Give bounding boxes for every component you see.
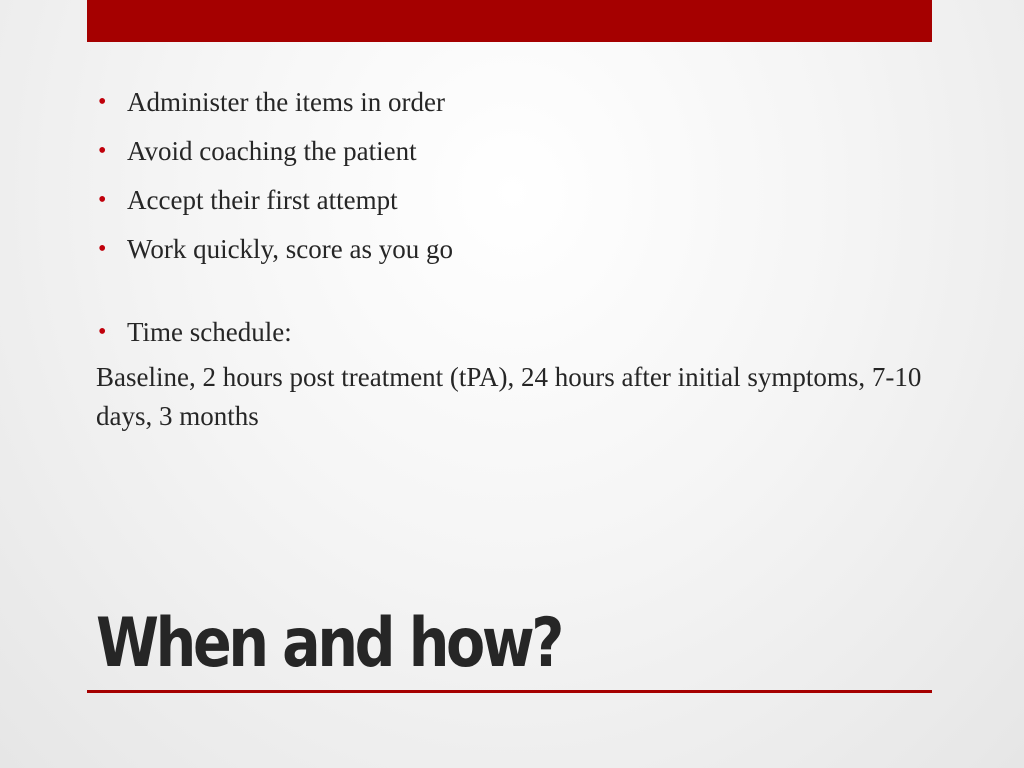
slide-body xyxy=(96,84,936,436)
list-item xyxy=(96,182,936,218)
bullet-icon: • xyxy=(98,236,107,262)
schedule-text: Baseline, 2 hours post treatment (tPA), 24 hours after initial symptoms, 7-10 days, 3 months xyxy=(96,362,922,431)
list-item xyxy=(96,231,936,267)
list-item xyxy=(96,314,936,350)
bullet-text: Work quickly, score as you go xyxy=(127,234,454,264)
top-accent-bar xyxy=(87,0,932,42)
bullet-text: Time schedule: xyxy=(127,317,292,347)
schedule-list xyxy=(96,314,936,350)
bullet-icon: • xyxy=(98,187,107,213)
list-item xyxy=(96,84,936,120)
bullet-text: Avoid coaching the patient xyxy=(127,136,417,166)
bullet-text: Accept their first attempt xyxy=(127,185,398,215)
title-underline xyxy=(87,690,932,693)
bullet-text: Administer the items in order xyxy=(127,87,445,117)
bullet-icon: • xyxy=(98,319,107,345)
slide-title: When and how? xyxy=(96,604,562,683)
bullet-list xyxy=(96,84,936,267)
bullet-icon: • xyxy=(98,89,107,115)
list-item xyxy=(96,133,936,169)
bullet-icon: • xyxy=(98,138,107,164)
